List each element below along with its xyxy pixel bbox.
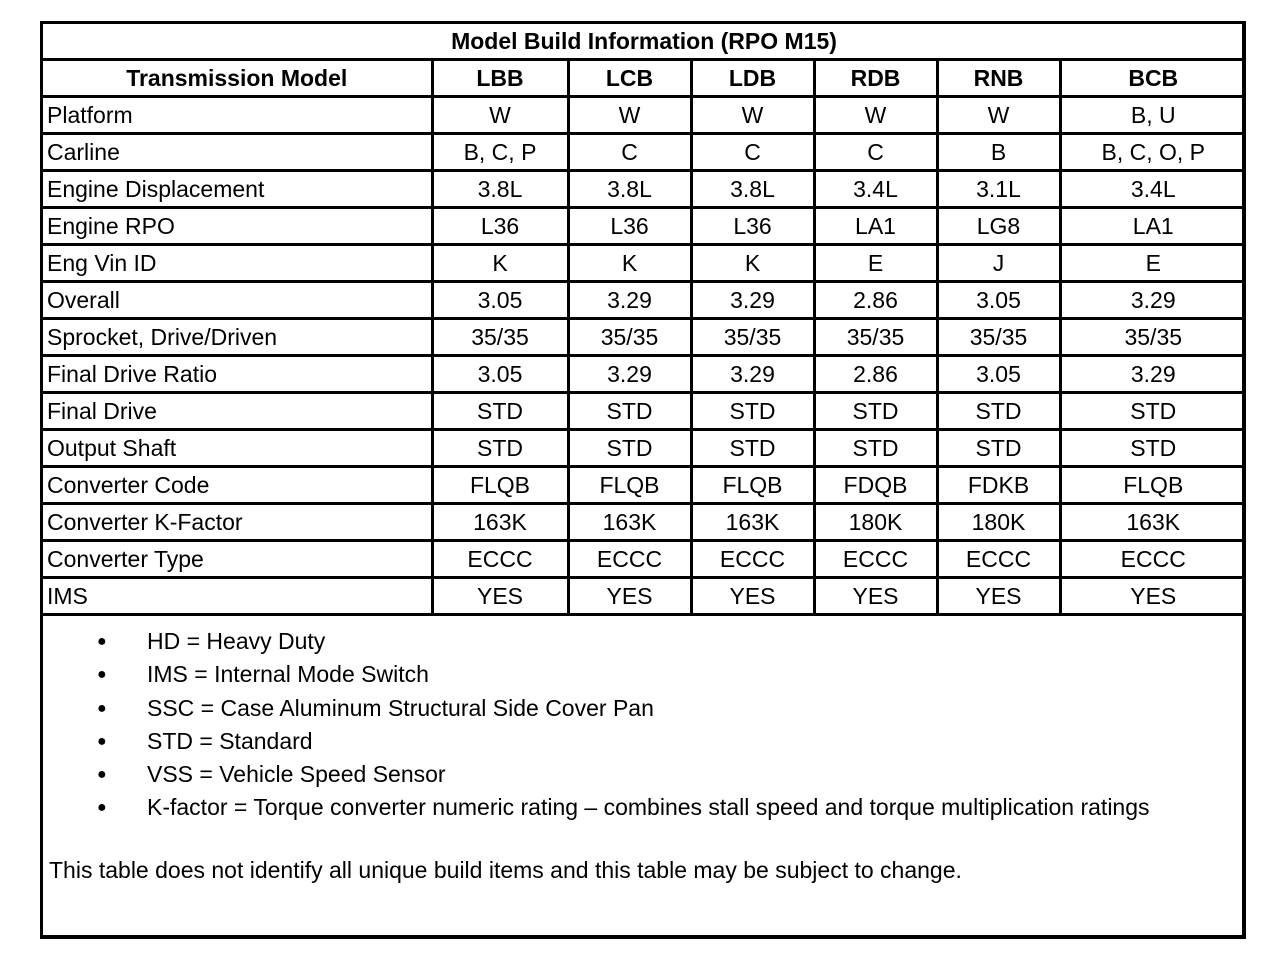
table-cell: STD [1060,430,1245,467]
row-label: Carline [43,134,432,171]
table-cell: W [568,97,691,134]
table-row [43,245,1245,282]
table-cell: K [432,245,568,282]
table-cell: C [568,134,691,171]
header-model-lcb: LCB [568,60,691,97]
document-frame [40,21,1246,939]
table-cell: 35/35 [568,319,691,356]
table-cell: 3.8L [691,171,814,208]
table-cell: 35/35 [691,319,814,356]
table-cell: 3.29 [568,282,691,319]
table-cell: 3.4L [1060,171,1245,208]
table-cell: 180K [814,504,937,541]
header-model-rnb: RNB [937,60,1060,97]
table-cell: 3.4L [814,171,937,208]
table-cell: 2.86 [814,356,937,393]
note-text: HD = Heavy Duty [147,628,326,654]
table-cell: 3.05 [432,356,568,393]
row-label: Overall [43,282,432,319]
column-header-row [43,60,1245,97]
table-cell: 35/35 [1060,319,1245,356]
table-cell: 35/35 [814,319,937,356]
table-row [43,393,1245,430]
table-row [43,319,1245,356]
table-cell: FDQB [814,467,937,504]
table-cell: FLQB [1060,467,1245,504]
header-model-bcb: BCB [1060,60,1245,97]
table-title: Model Build Information (RPO M15) [43,24,1245,60]
table-cell: 163K [691,504,814,541]
table-cell: STD [937,393,1060,430]
table-cell: 3.8L [432,171,568,208]
header-model-ldb: LDB [691,60,814,97]
row-label: Final Drive Ratio [43,356,432,393]
row-label: IMS [43,578,432,615]
table-cell: B, C, O, P [1060,134,1245,171]
table-cell: YES [937,578,1060,615]
table-cell: K [568,245,691,282]
notes-section [43,616,1242,892]
table-cell: STD [432,430,568,467]
table-cell: YES [814,578,937,615]
note-text: IMS = Internal Mode Switch [147,661,429,688]
table-row [43,208,1245,245]
table-cell: YES [568,578,691,615]
table-cell: STD [691,430,814,467]
table-cell: FLQB [568,467,691,504]
table-cell: E [814,245,937,282]
bullet-icon: ● [97,699,107,717]
bullet-icon: ● [97,666,107,684]
note-text: SSC = Case Aluminum Structural Side Cover Pan [147,694,654,721]
list-item [43,625,1150,658]
table-row [43,171,1245,208]
row-label: Converter Type [43,541,432,578]
table-cell: W [814,97,937,134]
bullet-icon: ● [97,799,107,817]
table-cell: 3.1L [937,171,1060,208]
table-cell: STD [1060,393,1245,430]
table-cell: ECCC [432,541,568,578]
list-item [43,692,1150,725]
row-label: Final Drive [43,393,432,430]
table-cell: ECCC [937,541,1060,578]
table-cell: YES [1060,578,1245,615]
table-cell: W [937,97,1060,134]
header-model-rdb: RDB [814,60,937,97]
table-cell: W [432,97,568,134]
table-cell: STD [432,393,568,430]
table-cell: K [691,245,814,282]
table-cell: 3.29 [691,356,814,393]
table-cell: LA1 [814,208,937,245]
table-cell: 3.29 [1060,282,1245,319]
table-row [43,467,1245,504]
table-cell: YES [691,578,814,615]
table-cell: ECCC [1060,541,1245,578]
row-label: Output Shaft [43,430,432,467]
table-cell: STD [568,430,691,467]
table-row [43,97,1245,134]
table-body [43,97,1245,615]
bullet-icon: ● [97,732,107,750]
table-row [43,541,1245,578]
table-cell: L36 [568,208,691,245]
table-cell: 3.29 [1060,356,1245,393]
table-cell: FDKB [937,467,1060,504]
table-cell: J [937,245,1060,282]
table-cell: 3.05 [432,282,568,319]
row-label: Converter K-Factor [43,504,432,541]
table-cell: STD [937,430,1060,467]
table-cell: 3.8L [568,171,691,208]
table-cell: W [691,97,814,134]
table-row [43,282,1245,319]
table-cell: B, U [1060,97,1245,134]
table-row [43,430,1245,467]
table-cell: STD [568,393,691,430]
table-cell: STD [814,393,937,430]
table-cell: E [1060,245,1245,282]
row-label: Platform [43,97,432,134]
list-item [43,658,1150,691]
table-cell: C [691,134,814,171]
table-cell: 3.29 [568,356,691,393]
table-cell: 163K [568,504,691,541]
table-cell: L36 [432,208,568,245]
table-cell: 3.05 [937,356,1060,393]
build-info-table [43,24,1245,616]
table-cell: FLQB [432,467,568,504]
table-row [43,504,1245,541]
table-cell: 3.29 [691,282,814,319]
table-cell: 180K [937,504,1060,541]
list-item [43,758,1150,791]
bullet-icon: ● [97,766,107,784]
table-cell: 35/35 [432,319,568,356]
table-cell: B, C, P [432,134,568,171]
note-text: STD = Standard [147,727,313,754]
note-text: K-factor = Torque converter numeric rating – combines stall speed and torque multiplication ratings [147,794,1150,821]
table-row [43,134,1245,171]
table-cell: 2.86 [814,282,937,319]
bullet-icon: ● [97,633,107,650]
row-label: Engine Displacement [43,171,432,208]
table-row [43,356,1245,393]
table-cell: 35/35 [937,319,1060,356]
abbreviation-list [43,625,1150,825]
table-cell: B [937,134,1060,171]
table-cell: STD [814,430,937,467]
row-label: Engine RPO [43,208,432,245]
table-cell: STD [691,393,814,430]
list-item [43,791,1150,824]
table-cell: 163K [1060,504,1245,541]
table-cell: 3.05 [937,282,1060,319]
header-transmission-model: Transmission Model [43,60,432,97]
table-cell: L36 [691,208,814,245]
footnote: This table does not identify all unique build items and this table may be subject to change. [49,857,962,883]
row-label: Eng Vin ID [43,245,432,282]
row-label: Converter Code [43,467,432,504]
table-row [43,578,1245,615]
table-cell: LG8 [937,208,1060,245]
table-cell: 163K [432,504,568,541]
header-model-lbb: LBB [432,60,568,97]
title-row [43,24,1245,60]
table-cell: ECCC [814,541,937,578]
table-cell: FLQB [691,467,814,504]
list-item [43,725,1150,758]
table-cell: ECCC [568,541,691,578]
table-cell: LA1 [1060,208,1245,245]
table-cell: YES [432,578,568,615]
table-cell: ECCC [691,541,814,578]
note-text: VSS = Vehicle Speed Sensor [147,761,446,788]
row-label: Sprocket, Drive/Driven [43,319,432,356]
table-cell: C [814,134,937,171]
